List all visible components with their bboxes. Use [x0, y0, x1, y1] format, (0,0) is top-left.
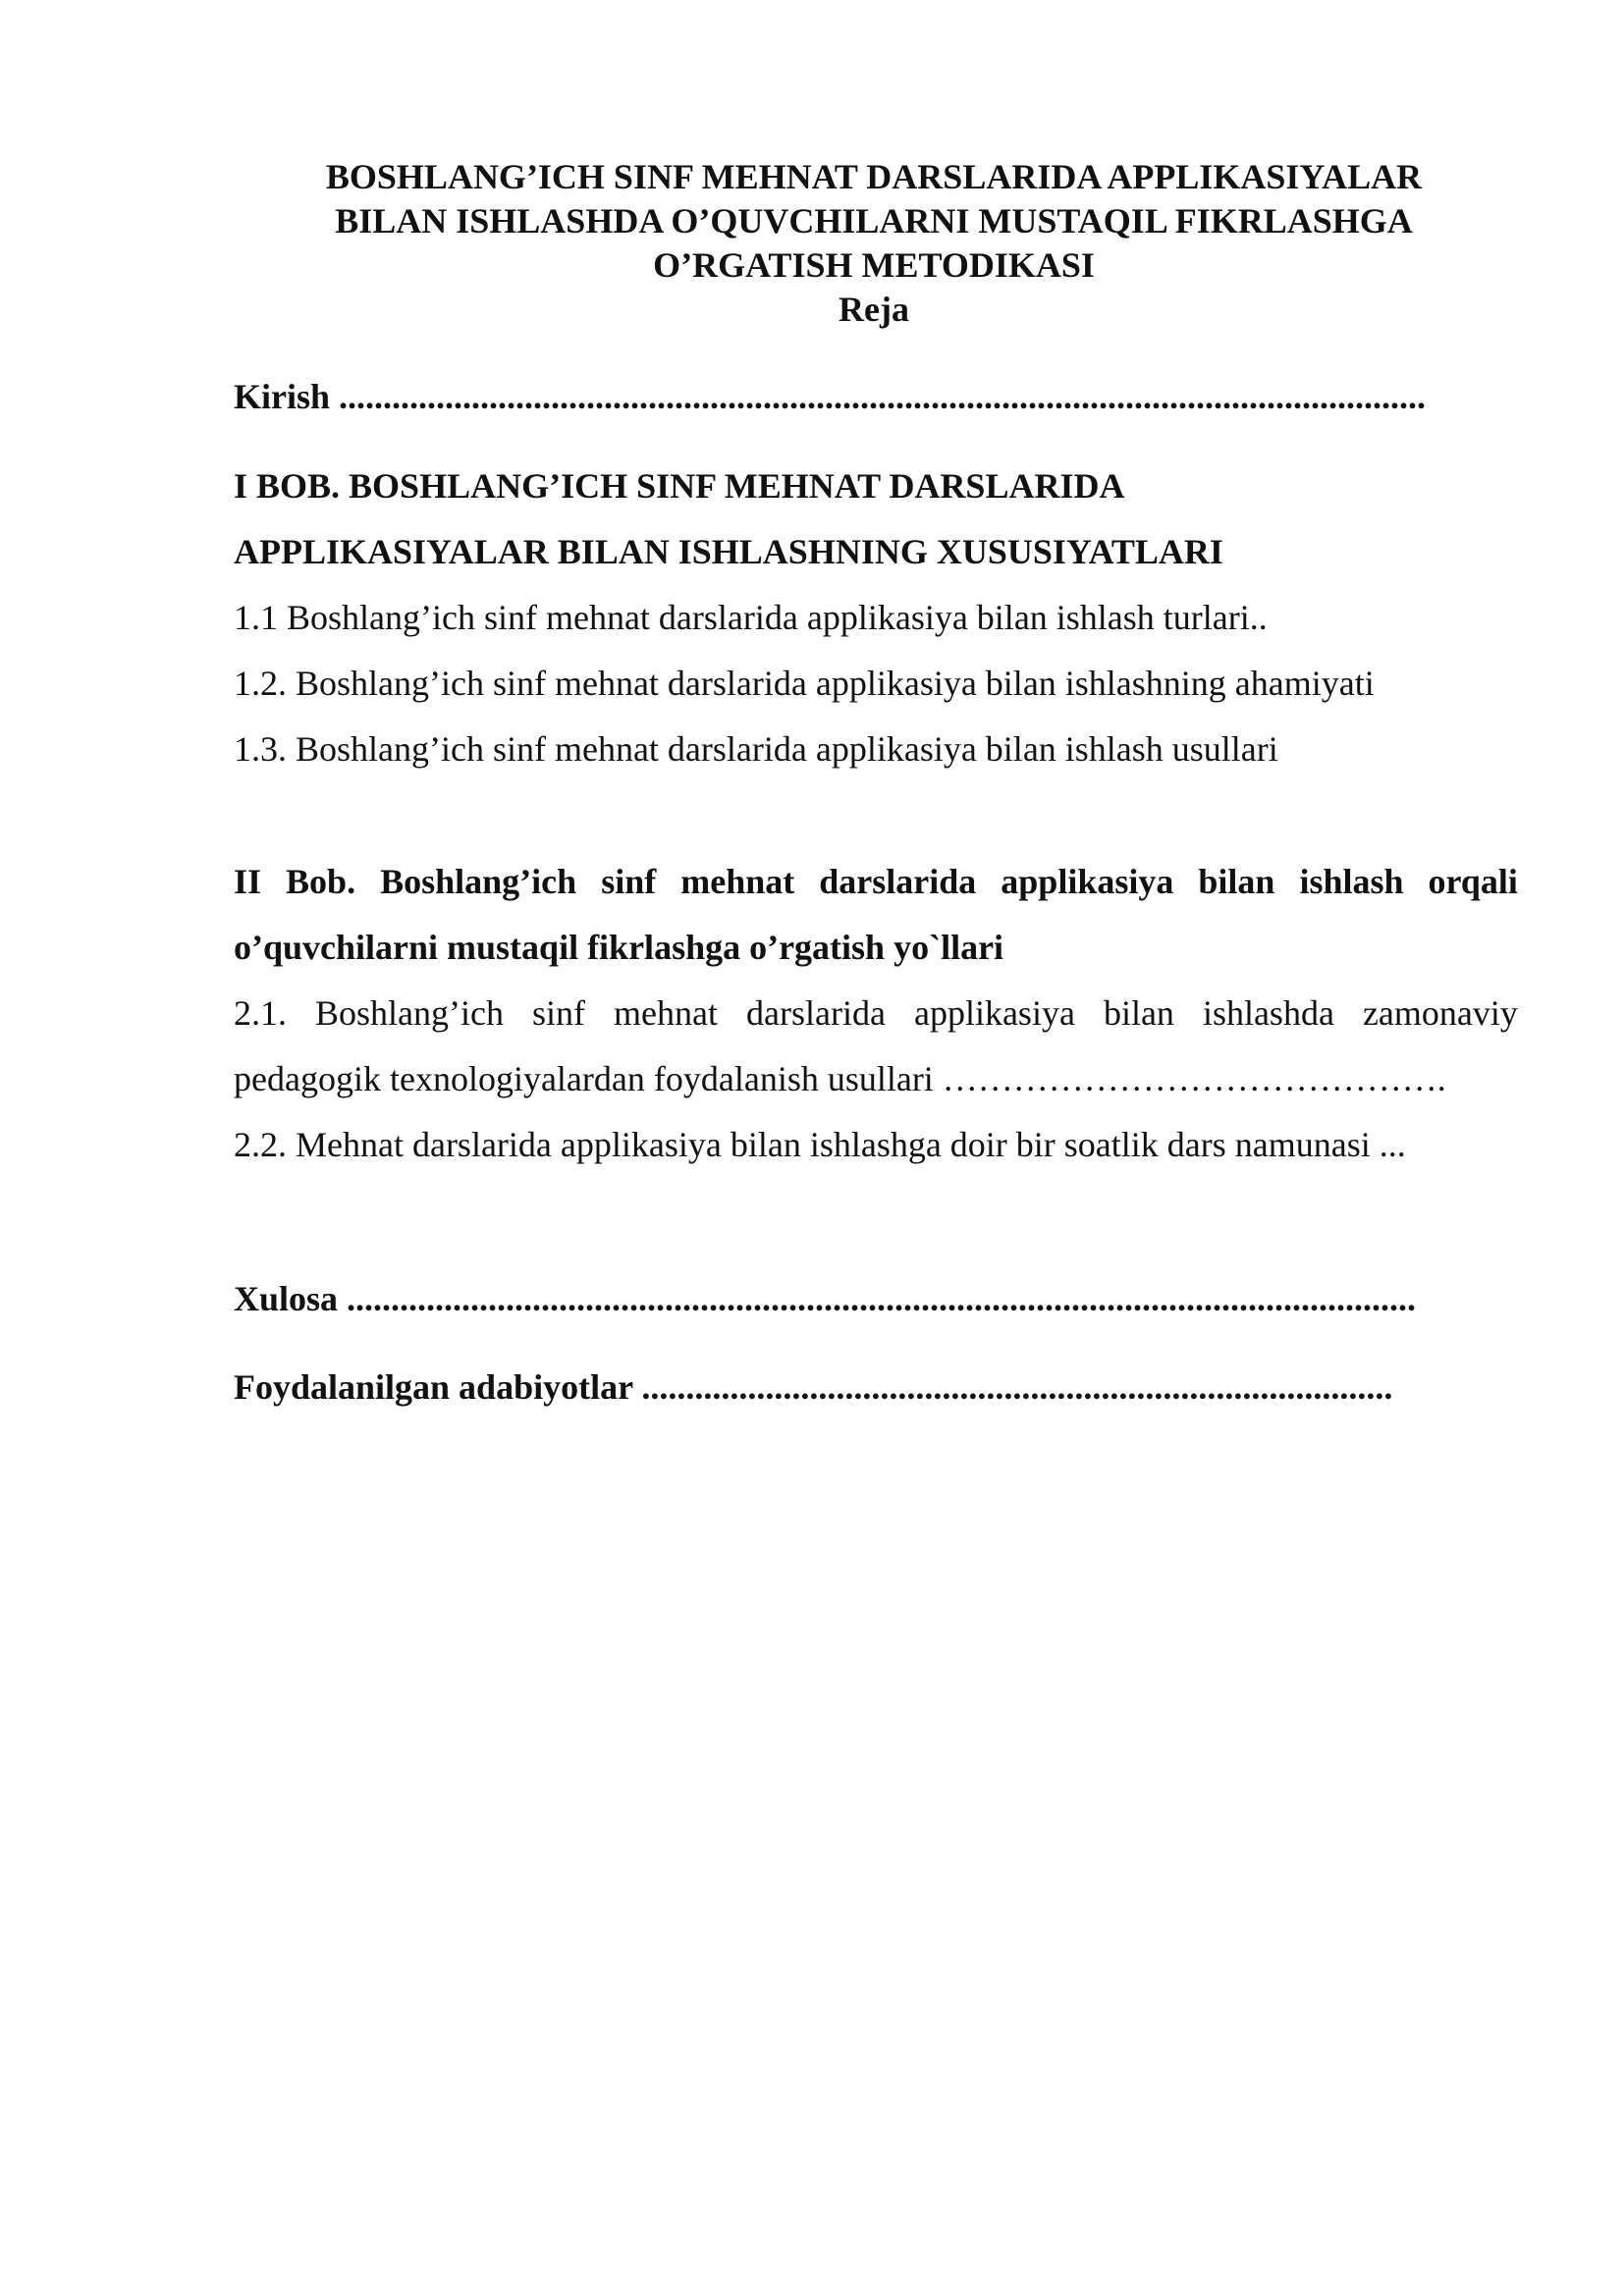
entry-word: 2.1.	[234, 993, 287, 1033]
title-line: O’RGATISH METODIKASI	[653, 245, 1095, 285]
title-line: BILAN ISHLASHDA O’QUVCHILARNI MUSTAQIL FIKRLASHGA	[335, 201, 1413, 240]
toc-entry-kirish: Kirish ...........................................................................................................................	[234, 377, 1427, 416]
heading-word: mehnat	[680, 862, 795, 901]
heading-word: Boshlang’ich	[380, 862, 577, 901]
toc-entry-1-2: 1.2. Boshlang’ich sinf mehnat darslarida applikasiya bilan ishlashning ahamiyati	[234, 664, 1375, 703]
title-line: BOSHLANG’ICH SINF MEHNAT DARSLARIDA APPLIKASIYALAR	[325, 157, 1423, 196]
heading-word: sinf	[601, 862, 657, 901]
entry-word: Boshlang’ich	[315, 993, 504, 1033]
heading-word: orqali	[1428, 862, 1518, 901]
toc-entry-xulosa: Xulosa .........................................................................................................................	[234, 1279, 1417, 1318]
heading-word: ishlash	[1299, 862, 1404, 901]
plan-heading: Reja	[839, 290, 909, 329]
toc-entry-2-1-cont: pedagogik texnologiyalardan foydalanish usullari …………………………………….	[234, 1059, 1446, 1098]
chapter1-heading: I BOB. BOSHLANG’ICH SINF MEHNAT DARSLARIDA	[234, 466, 1125, 506]
entry-word: ishlashda	[1202, 993, 1334, 1033]
heading-word: bilan	[1198, 862, 1275, 901]
toc-entry-2-1	[234, 991, 1518, 1035]
heading-word: darslarida	[819, 862, 977, 901]
entry-word: darslarida	[746, 993, 886, 1033]
toc-entry-1-3: 1.3. Boshlang’ich sinf mehnat darslarida applikasiya bilan ishlash usullari	[234, 729, 1278, 769]
toc-entry-2-2: 2.2. Mehnat darslarida applikasiya bilan ishlashga doir bir soatlik dars namunasi ...	[234, 1125, 1406, 1164]
entry-word: sinf	[532, 993, 586, 1033]
chapter2-heading	[234, 860, 1518, 903]
entry-word: applikasiya	[913, 993, 1075, 1033]
chapter1-heading-cont: APPLIKASIYALAR BILAN ISHLASHNING XUSUSIYATLARI	[234, 532, 1223, 571]
heading-word: Bob.	[286, 862, 356, 901]
entry-word: zamonaviy	[1362, 993, 1518, 1033]
toc-entry-1-1: 1.1 Boshlang’ich sinf mehnat darslarida applikasiya bilan ishlash turlari..	[234, 598, 1268, 637]
toc-entry-adabiyotlar: Foydalanilgan adabiyotlar .....................................................................................	[234, 1367, 1393, 1407]
heading-word: applikasiya	[1001, 862, 1174, 901]
entry-word: bilan	[1103, 993, 1174, 1033]
entry-word: mehnat	[614, 993, 718, 1033]
document-title	[236, 155, 1512, 332]
heading-word: II	[234, 862, 262, 901]
chapter2-heading-cont: o’quvchilarni mustaqil fikrlashga o’rgatish yo`llari	[234, 928, 1004, 967]
